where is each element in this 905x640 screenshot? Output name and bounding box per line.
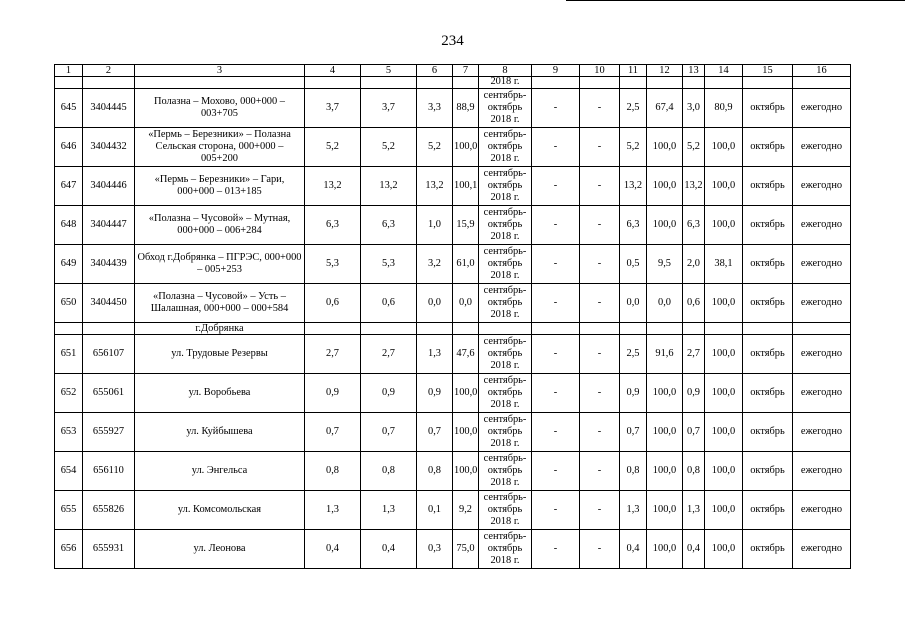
period-cell	[479, 452, 532, 491]
table-row	[55, 413, 851, 452]
road-code: 655826	[83, 491, 135, 530]
value-cell: -	[532, 89, 580, 128]
table-row	[55, 530, 851, 569]
value-cell: 100,0	[705, 128, 743, 167]
value-cell: 0,9	[620, 374, 647, 413]
row-number: 651	[55, 335, 83, 374]
period-line: 2018 г.	[490, 516, 520, 527]
table-row	[55, 206, 851, 245]
value-cell: 0,4	[683, 530, 705, 569]
empty-cell	[479, 323, 532, 335]
value-cell: 5,2	[305, 128, 361, 167]
frequency-cell: ежегодно	[793, 89, 851, 128]
top-edge-line	[566, 0, 905, 1]
period-line: 2018 г.	[490, 231, 520, 242]
value-cell: -	[532, 335, 580, 374]
value-cell: 3,7	[361, 89, 417, 128]
period-line: октябрь	[487, 258, 523, 269]
frequency-cell: ежегодно	[793, 128, 851, 167]
value-cell: 100,0	[647, 491, 683, 530]
month-cell: октябрь	[743, 245, 793, 284]
value-cell: 0,0	[417, 284, 453, 323]
value-cell: -	[580, 167, 620, 206]
period-line: сентябрь-	[483, 90, 527, 101]
road-code: 3404450	[83, 284, 135, 323]
frequency-cell: ежегодно	[793, 284, 851, 323]
value-cell: -	[580, 413, 620, 452]
period-cell	[479, 491, 532, 530]
value-cell: 2,7	[305, 335, 361, 374]
value-cell: 0,4	[361, 530, 417, 569]
value-cell: -	[580, 89, 620, 128]
value-cell: 2,0	[683, 245, 705, 284]
value-cell: 2,7	[361, 335, 417, 374]
road-code: 3404432	[83, 128, 135, 167]
table-row	[55, 89, 851, 128]
value-cell: 100,0	[647, 530, 683, 569]
period-line: октябрь	[487, 297, 523, 308]
value-cell: 100,0	[647, 206, 683, 245]
period-cell	[479, 89, 532, 128]
value-cell: 6,3	[620, 206, 647, 245]
value-cell: 9,5	[647, 245, 683, 284]
value-cell: -	[580, 284, 620, 323]
table-row	[55, 245, 851, 284]
month-cell: октябрь	[743, 374, 793, 413]
column-number-row	[55, 65, 851, 77]
period-line: 2018 г.	[490, 360, 520, 371]
value-cell: 100,0	[705, 335, 743, 374]
value-cell: 0,7	[305, 413, 361, 452]
value-cell: 13,2	[620, 167, 647, 206]
value-cell: 0,0	[453, 284, 479, 323]
value-cell: 75,0	[453, 530, 479, 569]
period-cell	[479, 413, 532, 452]
empty-cell	[705, 323, 743, 335]
period-cell	[479, 284, 532, 323]
value-cell: 0,7	[417, 413, 453, 452]
column-header: 5	[361, 65, 417, 77]
value-cell: 100,0	[647, 128, 683, 167]
period-cell	[479, 335, 532, 374]
period-line: 2018 г.	[490, 555, 520, 566]
value-cell: 100,0	[705, 206, 743, 245]
month-cell: октябрь	[743, 89, 793, 128]
row-number: 646	[55, 128, 83, 167]
empty-cell	[305, 323, 361, 335]
table-row	[55, 335, 851, 374]
value-cell: 0,7	[683, 413, 705, 452]
row-number: 649	[55, 245, 83, 284]
value-cell: 67,4	[647, 89, 683, 128]
roads-table	[54, 64, 851, 569]
value-cell: 0,8	[620, 452, 647, 491]
period-line: 2018 г.	[490, 438, 520, 449]
value-cell: -	[532, 413, 580, 452]
column-header: 12	[647, 65, 683, 77]
value-cell: 13,2	[305, 167, 361, 206]
value-cell: 6,3	[683, 206, 705, 245]
table-row	[55, 491, 851, 530]
value-cell: 5,2	[620, 128, 647, 167]
value-cell: 3,7	[305, 89, 361, 128]
value-cell: 88,9	[453, 89, 479, 128]
value-cell: 0,0	[647, 284, 683, 323]
column-header: 6	[417, 65, 453, 77]
value-cell: 0,8	[683, 452, 705, 491]
value-cell: 3,0	[683, 89, 705, 128]
month-cell: октябрь	[743, 128, 793, 167]
empty-cell	[580, 323, 620, 335]
empty-cell	[793, 323, 851, 335]
column-header: 3	[135, 65, 305, 77]
frequency-cell: ежегодно	[793, 374, 851, 413]
road-name: ул. Энгельса	[135, 452, 305, 491]
value-cell: 0,9	[417, 374, 453, 413]
road-name: ул. Комсомольская	[135, 491, 305, 530]
period-line: сентябрь-	[483, 285, 527, 296]
value-cell: 5,3	[361, 245, 417, 284]
period-line: 2018 г.	[490, 309, 520, 320]
continuation-period: 2018 г.	[479, 77, 532, 89]
value-cell: 9,2	[453, 491, 479, 530]
column-header: 11	[620, 65, 647, 77]
page-number: 234	[441, 33, 464, 49]
value-cell: -	[580, 530, 620, 569]
road-name: «Пермь – Березники» – Гари, 000+000 – 013+185	[135, 167, 305, 206]
frequency-cell: ежегодно	[793, 206, 851, 245]
value-cell: -	[580, 128, 620, 167]
value-cell: 100,0	[453, 452, 479, 491]
section-row	[55, 323, 851, 335]
value-cell: 3,2	[417, 245, 453, 284]
road-code: 655927	[83, 413, 135, 452]
value-cell: 100,0	[705, 530, 743, 569]
empty-cell	[620, 323, 647, 335]
empty-cell	[453, 323, 479, 335]
column-header: 1	[55, 65, 83, 77]
period-line: 2018 г.	[490, 114, 520, 125]
month-cell: октябрь	[743, 335, 793, 374]
value-cell: 61,0	[453, 245, 479, 284]
row-number: 652	[55, 374, 83, 413]
column-header: 9	[532, 65, 580, 77]
period-line: 2018 г.	[490, 192, 520, 203]
value-cell: 100,0	[705, 167, 743, 206]
value-cell: 0,9	[683, 374, 705, 413]
value-cell: 0,1	[417, 491, 453, 530]
period-line: октябрь	[487, 219, 523, 230]
road-code: 3404447	[83, 206, 135, 245]
value-cell: -	[580, 491, 620, 530]
period-cell	[479, 167, 532, 206]
value-cell: 100,0	[705, 491, 743, 530]
frequency-cell: ежегодно	[793, 413, 851, 452]
table-row	[55, 374, 851, 413]
value-cell: 0,7	[620, 413, 647, 452]
road-code: 3404446	[83, 167, 135, 206]
value-cell: -	[532, 530, 580, 569]
value-cell: -	[532, 284, 580, 323]
value-cell: 2,5	[620, 335, 647, 374]
column-header: 13	[683, 65, 705, 77]
road-code: 655931	[83, 530, 135, 569]
value-cell: 0,8	[305, 452, 361, 491]
frequency-cell: ежегодно	[793, 530, 851, 569]
frequency-cell: ежегодно	[793, 245, 851, 284]
value-cell: -	[532, 128, 580, 167]
value-cell: 1,3	[620, 491, 647, 530]
continuation-row	[55, 77, 851, 89]
value-cell: 100,0	[705, 452, 743, 491]
value-cell: 100,0	[705, 374, 743, 413]
period-line: сентябрь-	[483, 129, 527, 140]
road-name: Обход г.Добрянка – ПГРЭС, 000+000 – 005+253	[135, 245, 305, 284]
row-number: 645	[55, 89, 83, 128]
period-line: октябрь	[487, 387, 523, 398]
value-cell: 13,2	[417, 167, 453, 206]
empty-cell	[83, 323, 135, 335]
column-header: 8	[479, 65, 532, 77]
value-cell: -	[532, 491, 580, 530]
value-cell: 2,5	[620, 89, 647, 128]
value-cell: -	[532, 206, 580, 245]
period-line: 2018 г.	[490, 270, 520, 281]
value-cell: -	[532, 245, 580, 284]
value-cell: 13,2	[683, 167, 705, 206]
empty-cell	[647, 323, 683, 335]
section-label: г.Добрянка	[135, 323, 305, 335]
period-line: октябрь	[487, 504, 523, 515]
period-cell	[479, 206, 532, 245]
road-name: ул. Куйбышева	[135, 413, 305, 452]
empty-cell	[55, 323, 83, 335]
value-cell: -	[580, 245, 620, 284]
row-number: 653	[55, 413, 83, 452]
value-cell: 100,0	[453, 413, 479, 452]
value-cell: 100,0	[647, 452, 683, 491]
value-cell: -	[532, 374, 580, 413]
value-cell: 0,8	[417, 452, 453, 491]
value-cell: 0,0	[620, 284, 647, 323]
value-cell: 0,4	[305, 530, 361, 569]
road-code: 656110	[83, 452, 135, 491]
road-name: ул. Трудовые Резервы	[135, 335, 305, 374]
value-cell: 0,5	[620, 245, 647, 284]
empty-cell	[532, 323, 580, 335]
table-row	[55, 167, 851, 206]
value-cell: 0,6	[683, 284, 705, 323]
month-cell: октябрь	[743, 452, 793, 491]
value-cell: 1,0	[417, 206, 453, 245]
period-line: сентябрь-	[483, 336, 527, 347]
month-cell: октябрь	[743, 284, 793, 323]
road-name: Полазна – Мохово, 000+000 – 003+705	[135, 89, 305, 128]
frequency-cell: ежегодно	[793, 335, 851, 374]
value-cell: 80,9	[705, 89, 743, 128]
value-cell: 3,3	[417, 89, 453, 128]
row-number: 648	[55, 206, 83, 245]
period-line: сентябрь-	[483, 168, 527, 179]
period-cell	[479, 245, 532, 284]
value-cell: -	[532, 452, 580, 491]
value-cell: 6,3	[305, 206, 361, 245]
value-cell: 0,6	[305, 284, 361, 323]
value-cell: -	[580, 206, 620, 245]
row-number: 655	[55, 491, 83, 530]
value-cell: 1,3	[683, 491, 705, 530]
period-cell	[479, 128, 532, 167]
month-cell: октябрь	[743, 206, 793, 245]
value-cell: 47,6	[453, 335, 479, 374]
empty-cell	[417, 323, 453, 335]
value-cell: 1,3	[417, 335, 453, 374]
period-line: сентябрь-	[483, 492, 527, 503]
period-line: сентябрь-	[483, 414, 527, 425]
value-cell: 5,2	[361, 128, 417, 167]
value-cell: 38,1	[705, 245, 743, 284]
period-cell	[479, 374, 532, 413]
row-number: 650	[55, 284, 83, 323]
value-cell: 91,6	[647, 335, 683, 374]
period-line: 2018 г.	[490, 477, 520, 488]
value-cell: -	[532, 167, 580, 206]
road-name: ул. Воробьева	[135, 374, 305, 413]
month-cell: октябрь	[743, 491, 793, 530]
value-cell: 0,4	[620, 530, 647, 569]
road-code: 655061	[83, 374, 135, 413]
column-header: 16	[793, 65, 851, 77]
value-cell: -	[580, 335, 620, 374]
road-name: «Полазна – Чусовой» – Мутная, 000+000 – 006+284	[135, 206, 305, 245]
period-line: октябрь	[487, 348, 523, 359]
value-cell: 100,0	[647, 374, 683, 413]
frequency-cell: ежегодно	[793, 167, 851, 206]
period-line: сентябрь-	[483, 375, 527, 386]
month-cell: октябрь	[743, 413, 793, 452]
road-code: 3404445	[83, 89, 135, 128]
frequency-cell: ежегодно	[793, 452, 851, 491]
value-cell: 100,0	[705, 284, 743, 323]
table-row	[55, 284, 851, 323]
value-cell: 1,3	[305, 491, 361, 530]
value-cell: 6,3	[361, 206, 417, 245]
value-cell: 100,1	[453, 167, 479, 206]
road-name: «Полазна – Чусовой» – Усть – Шалашная, 000+000 – 000+584	[135, 284, 305, 323]
road-name: «Пермь – Березники» – Полазна Сельская сторона, 000+000 – 005+200	[135, 128, 305, 167]
value-cell: 0,3	[417, 530, 453, 569]
row-number: 647	[55, 167, 83, 206]
column-header: 14	[705, 65, 743, 77]
empty-cell	[743, 323, 793, 335]
row-number: 656	[55, 530, 83, 569]
period-line: октябрь	[487, 465, 523, 476]
value-cell: 0,6	[361, 284, 417, 323]
period-cell	[479, 530, 532, 569]
value-cell: 2,7	[683, 335, 705, 374]
value-cell: -	[580, 374, 620, 413]
value-cell: 100,0	[647, 413, 683, 452]
value-cell: 0,9	[305, 374, 361, 413]
table-row	[55, 452, 851, 491]
month-cell: октябрь	[743, 167, 793, 206]
value-cell: 5,2	[417, 128, 453, 167]
period-line: октябрь	[487, 180, 523, 191]
value-cell: 15,9	[453, 206, 479, 245]
column-header: 4	[305, 65, 361, 77]
value-cell: 13,2	[361, 167, 417, 206]
empty-cell	[683, 323, 705, 335]
period-line: октябрь	[487, 543, 523, 554]
value-cell: 100,0	[705, 413, 743, 452]
value-cell: 0,7	[361, 413, 417, 452]
frequency-cell: ежегодно	[793, 491, 851, 530]
value-cell: 1,3	[361, 491, 417, 530]
column-header: 7	[453, 65, 479, 77]
value-cell: 5,2	[683, 128, 705, 167]
road-name: ул. Леонова	[135, 530, 305, 569]
period-line: сентябрь-	[483, 453, 527, 464]
value-cell: 100,0	[453, 128, 479, 167]
column-header: 15	[743, 65, 793, 77]
period-line: 2018 г.	[490, 399, 520, 410]
road-code: 656107	[83, 335, 135, 374]
value-cell: 100,0	[453, 374, 479, 413]
table-row	[55, 128, 851, 167]
column-header: 10	[580, 65, 620, 77]
value-cell: -	[580, 452, 620, 491]
value-cell: 5,3	[305, 245, 361, 284]
month-cell: октябрь	[743, 530, 793, 569]
value-cell: 0,8	[361, 452, 417, 491]
road-code: 3404439	[83, 245, 135, 284]
period-line: сентябрь-	[483, 207, 527, 218]
value-cell: 100,0	[647, 167, 683, 206]
period-line: октябрь	[487, 102, 523, 113]
period-line: 2018 г.	[490, 153, 520, 164]
row-number: 654	[55, 452, 83, 491]
period-line: сентябрь-	[483, 531, 527, 542]
empty-cell	[361, 323, 417, 335]
period-line: сентябрь-	[483, 246, 527, 257]
period-line: октябрь	[487, 426, 523, 437]
column-header: 2	[83, 65, 135, 77]
period-line: октябрь	[487, 141, 523, 152]
value-cell: 0,9	[361, 374, 417, 413]
